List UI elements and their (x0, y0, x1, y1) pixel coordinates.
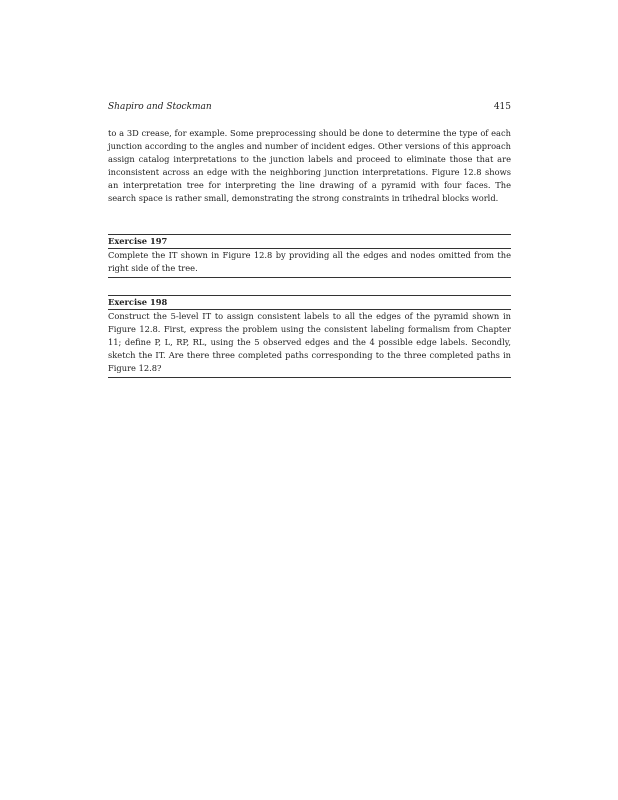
exercise-title: Exercise 197 (108, 236, 168, 246)
exercise-box (108, 234, 511, 278)
running-head-author: Shapiro and Stockman (108, 102, 212, 112)
exercise-text: Construct the 5-level IT to assign consistent labels to all the edges of the pyramid shown in Figure 12.8. First, express the problem using the consistent labeling formalism from Chapter 11; define P, L, RP, RL, using the 5 observed edges and the 4 possible edge labels. Secondly, sketch the IT. Are there three completed paths corresponding to the three completed paths in Figure 12.8? (108, 311, 511, 373)
body-paragraph: to a 3D crease, for example. Some preprocessing should be done to determine the type of each junction according to the angles and number of incident edges. Other versions of this approach assign catalog interpretations to the junction labels and proceed to eliminate those that are inconsistent across an edge with the neighboring junction interpretations. Figure 12.8 shows an interpretation tree for interpreting the line drawing of a pyramid with four faces. The search space is rather small, demonstrating the strong constraints in trihedral blocks world. (108, 128, 511, 203)
exercise-box (108, 295, 511, 378)
exercise-bottom-rule (108, 277, 511, 278)
exercise-bottom-rule (108, 377, 511, 378)
exercise-title: Exercise 198 (108, 297, 168, 307)
running-head (108, 100, 511, 114)
exercise-text: Complete the IT shown in Figure 12.8 by providing all the edges and nodes omitted from the right side of the tree. (108, 250, 511, 273)
page-number: 415 (493, 102, 511, 112)
